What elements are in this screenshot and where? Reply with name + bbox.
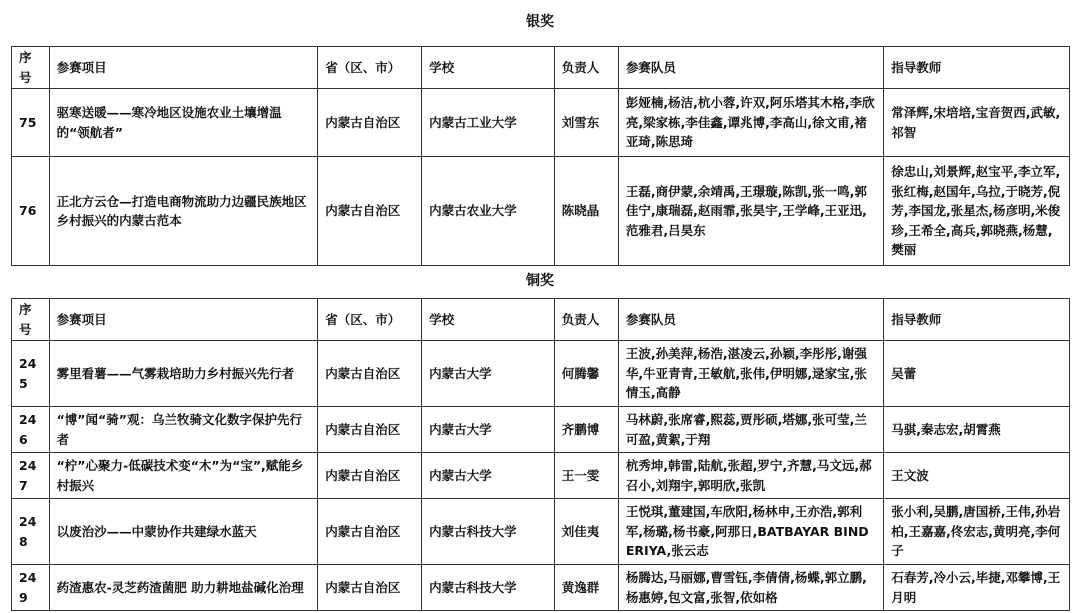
team-members: 杨腾达,马丽娜,曹雪钰,李倩倩,杨蝶,郭立鹏,杨惠婷,包文富,张智,依如格 <box>618 565 883 611</box>
province: 内蒙古自治区 <box>318 341 422 407</box>
team-members: 王悦琪,董建国,车欣阳,杨林申,王亦浩,郭利军,杨璐,杨书豪,阿那日,BATBAYAR BINDERIYA,张云志 <box>618 499 883 565</box>
leader: 齐鹏博 <box>554 407 618 453</box>
entry-number: 76 <box>12 157 50 266</box>
table-row <box>12 499 1070 565</box>
province: 内蒙古自治区 <box>318 89 422 157</box>
project-name: 驱寒送暖——寒冷地区设施农业土壤增温的“领航者” <box>49 89 318 157</box>
silver-award-table <box>11 46 1070 266</box>
header-cell: 参赛项目 <box>49 47 318 89</box>
province: 内蒙古自治区 <box>318 565 422 611</box>
team-members: 杭秀坤,韩雷,陆航,张超,罗宁,齐慧,马文远,郝召小,刘翔宇,郭明欣,张凯 <box>618 453 883 499</box>
advisors: 吴蕾 <box>884 341 1070 407</box>
advisors: 张小利,吴鹏,唐国桥,王伟,孙岩柏,王嘉嘉,佟宏志,黄明亮,李何子 <box>884 499 1070 565</box>
leader: 刘佳夷 <box>554 499 618 565</box>
team-members: 王磊,商伊蒙,余靖禹,王璟璇,陈凯,张一鸣,郭佳宁,康瑞磊,赵雨霏,张昊宇,王学峰,王亚迅,范雅君,吕昊东 <box>618 157 883 266</box>
header-cell: 省（区、市） <box>318 47 422 89</box>
entry-number: 245 <box>12 341 50 407</box>
header-cell: 序号 <box>12 299 50 341</box>
team-members: 王波,孙美萍,杨浩,湛凌云,孙颖,李彤彤,谢强华,牛亚青青,王敏航,张伟,伊明娜,逯家宝,张情玉,高静 <box>618 341 883 407</box>
school: 内蒙古大学 <box>422 453 555 499</box>
table-header-row <box>12 299 1070 341</box>
silver-award-title: 银奖 <box>526 14 554 30</box>
header-cell: 参赛项目 <box>49 299 318 341</box>
table-row <box>12 89 1070 157</box>
project-name: 以废治沙——中蒙协作共建绿水蓝天 <box>49 499 318 565</box>
leader: 刘雪东 <box>554 89 618 157</box>
header-cell: 负责人 <box>554 47 618 89</box>
entry-number: 249 <box>12 565 50 611</box>
school: 内蒙古科技大学 <box>422 565 555 611</box>
leader: 王一雯 <box>554 453 618 499</box>
leader: 陈晓晶 <box>554 157 618 266</box>
school: 内蒙古大学 <box>422 341 555 407</box>
table-header-row <box>12 47 1070 89</box>
province: 内蒙古自治区 <box>318 157 422 266</box>
header-cell: 学校 <box>422 47 555 89</box>
bronze-award-table <box>11 298 1070 611</box>
header-cell: 序号 <box>12 47 50 89</box>
leader: 黄逸群 <box>554 565 618 611</box>
table-row <box>12 341 1070 407</box>
header-cell: 指导教师 <box>884 47 1070 89</box>
advisors: 王文波 <box>884 453 1070 499</box>
advisors: 徐忠山,刘景辉,赵宝平,李立军,张红梅,赵国年,乌拉,于晓芳,倪芳,李国龙,张星杰,杨彦明,米俊珍,王希全,高兵,郭晓燕,杨慧,樊丽 <box>884 157 1070 266</box>
entry-number: 247 <box>12 453 50 499</box>
advisors: 常泽辉,宋培培,宝音贺西,武敏,祁智 <box>884 89 1070 157</box>
advisors: 马骐,秦志宏,胡霄燕 <box>884 407 1070 453</box>
school: 内蒙古工业大学 <box>422 89 555 157</box>
team-members: 彭娅楠,杨洁,杭小蓉,许双,阿乐塔其木格,李欣亮,梁家栋,李佳鑫,谭兆博,李高山,徐文甫,褚亚琦,陈思琦 <box>618 89 883 157</box>
header-cell: 参赛队员 <box>618 299 883 341</box>
header-cell: 学校 <box>422 299 555 341</box>
province: 内蒙古自治区 <box>318 499 422 565</box>
entry-number: 246 <box>12 407 50 453</box>
header-cell: 指导教师 <box>884 299 1070 341</box>
project-name: 雾里看薯——气雾栽培助力乡村振兴先行者 <box>49 341 318 407</box>
header-cell: 负责人 <box>554 299 618 341</box>
table-row <box>12 407 1070 453</box>
project-name: 正北方云仓—打造电商物流助力边疆民族地区乡村振兴的内蒙古范本 <box>49 157 318 266</box>
table-row <box>12 565 1070 611</box>
header-cell: 省（区、市） <box>318 299 422 341</box>
school: 内蒙古科技大学 <box>422 499 555 565</box>
project-name: “柠”心聚力-低碳技术变“木”为“宝”,赋能乡村振兴 <box>49 453 318 499</box>
school: 内蒙古农业大学 <box>422 157 555 266</box>
entry-number: 248 <box>12 499 50 565</box>
team-members: 马林蔚,张席睿,熙蕊,贾彤硕,塔娜,张可莹,兰可盈,黄絮,于翔 <box>618 407 883 453</box>
school: 内蒙古大学 <box>422 407 555 453</box>
table-row <box>12 453 1070 499</box>
leader: 何腾馨 <box>554 341 618 407</box>
advisors: 石春芳,冷小云,毕捷,邓攀博,王月明 <box>884 565 1070 611</box>
entry-number: 75 <box>12 89 50 157</box>
province: 内蒙古自治区 <box>318 453 422 499</box>
province: 内蒙古自治区 <box>318 407 422 453</box>
project-name: 药渣惠农-灵芝药渣菌肥 助力耕地盐碱化治理 <box>49 565 318 611</box>
bronze-award-title: 铜奖 <box>526 273 554 289</box>
project-name: “博”闻“骑”观：乌兰牧骑文化数字保护先行者 <box>49 407 318 453</box>
header-cell: 参赛队员 <box>618 47 883 89</box>
table-row <box>12 157 1070 266</box>
